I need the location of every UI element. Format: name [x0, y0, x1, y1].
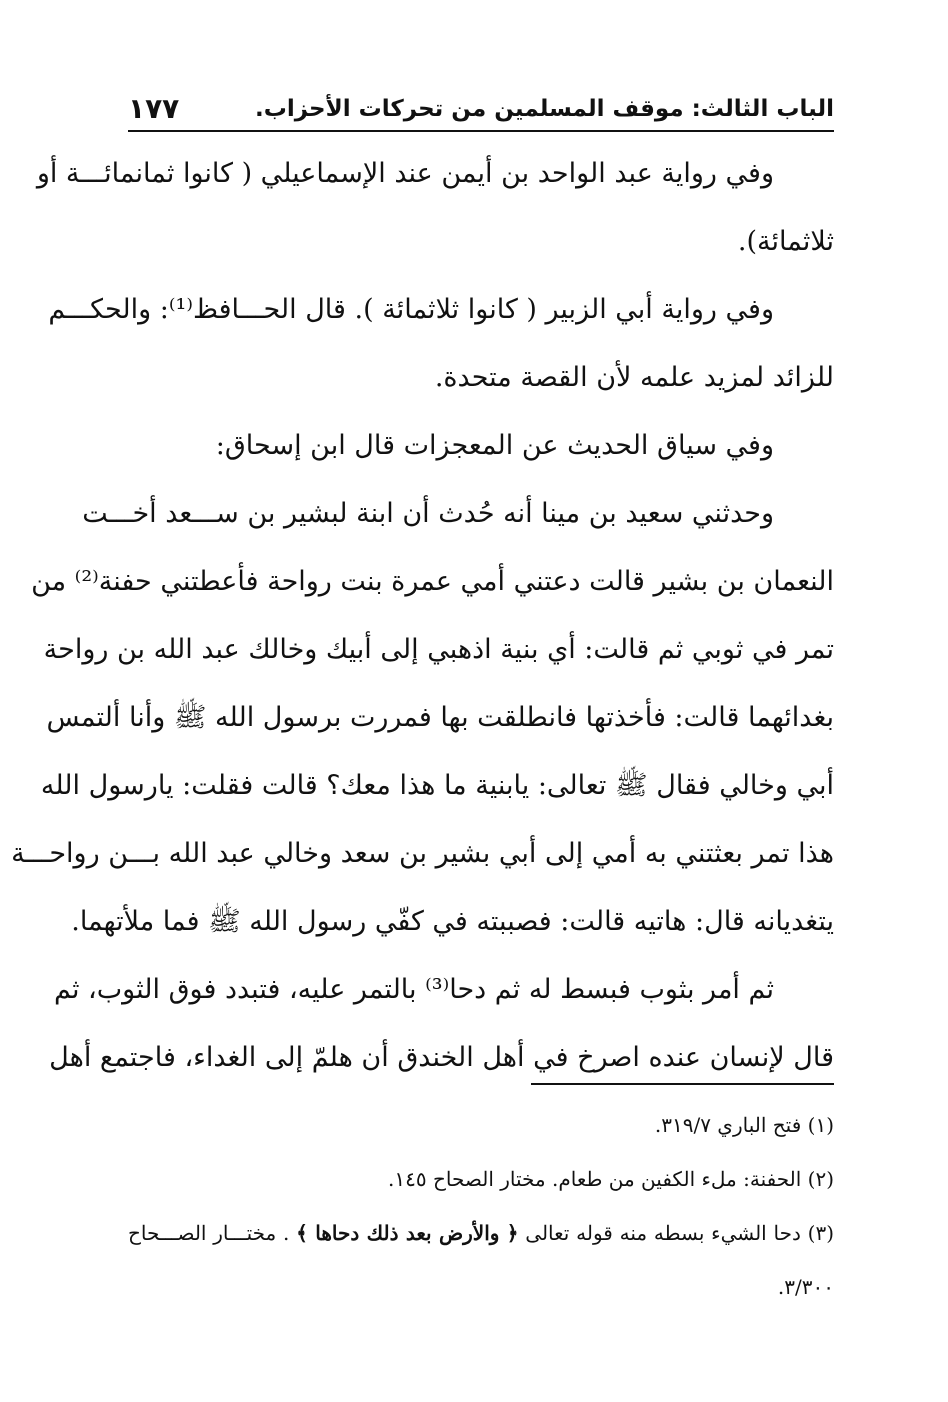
text-line: أبي وخالي فقال ﷺ تعالى: يابنية ما هذا معك؟ قالت فقلت: يارسول الله: [40, 770, 834, 801]
running-header: [128, 92, 834, 132]
page-number: ١٧٧: [128, 92, 180, 125]
text-line: ثلاثمائة).: [737, 226, 834, 257]
text-line: وفي رواية أبي الزبير ( كانوا ثلاثمائة ). قال الحـــافظ⁽¹⁾: والحكـــم: [48, 294, 774, 325]
text-line: النعمان بن بشير قالت دعتني أمي عمرة بنت رواحة فأعطتني حفنة⁽²⁾ من: [31, 566, 834, 597]
footnote-3-end: . مختـــار الصـــحاح: [128, 1221, 290, 1245]
text-line: تمر في ثوبي ثم قالت: أي بنية اذهبي إلى أبيك وخالك عبد الله بن رواحة: [43, 634, 834, 665]
footnote-2: (٢) الحفنة: ملء الكفين من طعام. مختار الصحاح ١٤٥.: [388, 1167, 834, 1191]
footnote-3-continuation: ٣/٣٠٠.: [777, 1275, 834, 1299]
text-line: يتغديانه قال: هاتيه قالت: فصببته في كفّي رسول الله ﷺ فما ملأتهما.: [71, 906, 834, 937]
text-line: وفي سياق الحديث عن المعجزات قال ابن إسحاق:: [215, 430, 774, 461]
text-line: بغدائهما قالت: فأخذتها فانطلقت بها فمررت برسول الله ﷺ وأنا ألتمس: [46, 702, 834, 733]
text-line: ثم أمر بثوب فبسط له ثم دحا⁽³⁾ بالتمر عليه، فتبدد فوق الثوب، ثم: [53, 974, 774, 1005]
text-line: للزائد لمزيد علمه لأن القصة متحدة.: [434, 362, 834, 393]
header-rule: [128, 130, 834, 132]
footnote-3: [128, 1206, 834, 1260]
footnote-3-start: (٣) دحا الشيء بسطه منه قوله تعالى: [525, 1221, 835, 1245]
text-line: وفي رواية عبد الواحد بن أيمن عند الإسماعيلي ( كانوا ثمانمائـــة أو: [36, 158, 774, 189]
footnote-separator: [531, 1083, 834, 1085]
quran-verse: ﴿ والأرض بعد ذلك دحاها ﴾: [296, 1221, 519, 1245]
chapter-title: الباب الثالث: موقف المسلمين من تحركات الأحزاب.: [255, 96, 834, 122]
main-text: [11, 140, 834, 1092]
text-line: قال لإنسان عنده اصرخ في أهل الخندق أن هلمّ إلى الغداء، فاجتمع أهل: [49, 1042, 834, 1073]
text-line: هذا تمر بعثتني به أمي إلى أبي بشير بن سعد وخالي عبد الله بـــن رواحـــة: [11, 838, 834, 869]
footnotes: [128, 1098, 834, 1314]
footnote-1: (١) فتح الباري ٣١٩/٧.: [654, 1113, 834, 1137]
text-line: وحدثني سعيد بن مينا أنه حُدث أن ابنة لبشير بن ســـعد أخـــت: [82, 498, 774, 529]
